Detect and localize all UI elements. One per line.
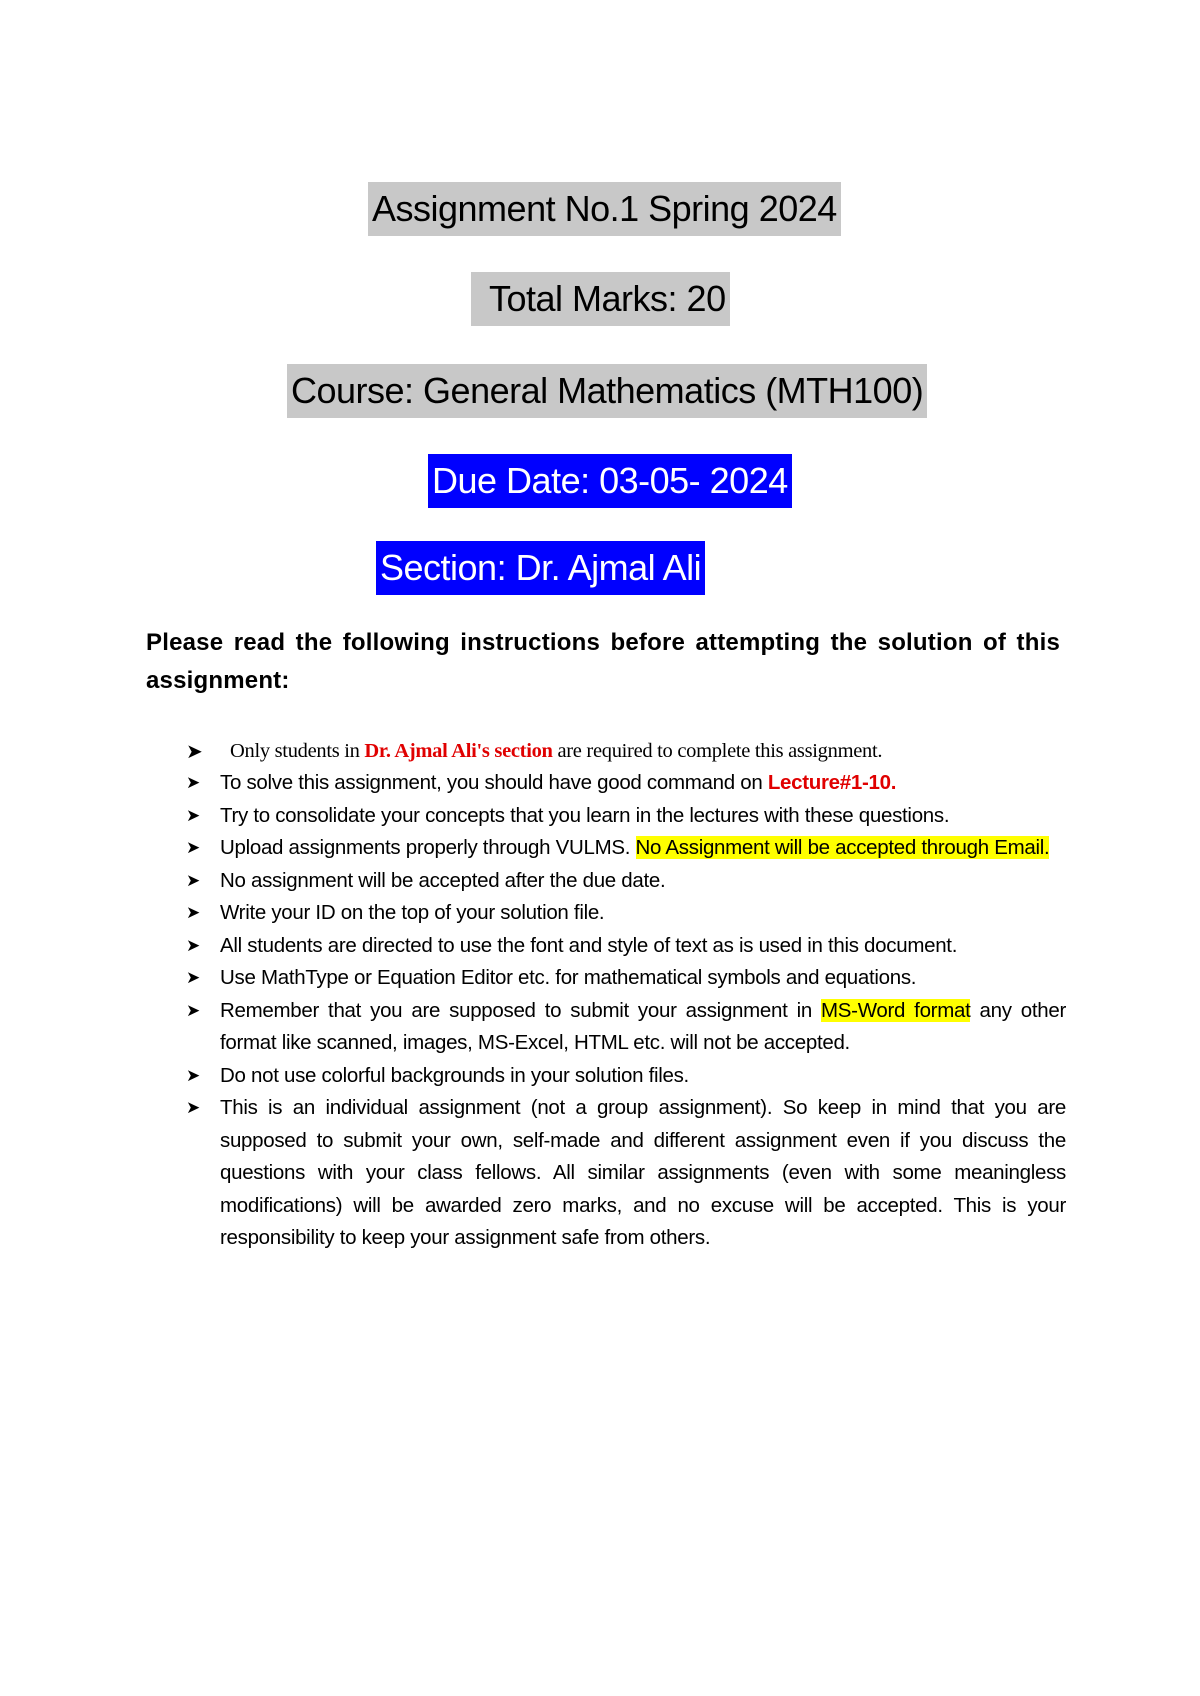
arrow-bullet-icon: ➤ — [186, 838, 200, 858]
arrow-bullet-icon: ➤ — [186, 805, 200, 826]
instruction-highlight: No Assignment will be accepted through Email. — [635, 836, 1050, 859]
list-item — [186, 1060, 1066, 1093]
instruction-text: To solve this assignment, you should have good command on — [220, 771, 768, 794]
section-name: Section: Dr. Ajmal Ali — [376, 541, 705, 595]
instruction-text: Do not use colorful backgrounds in your solution files. — [220, 1063, 689, 1087]
instruction-text: All students are directed to use the font and style of text as is used in this document. — [220, 933, 958, 957]
total-marks: Total Marks: 20 — [471, 272, 730, 326]
instruction-red-text: Dr. Ajmal Ali's section — [364, 740, 553, 762]
instruction-red-text: Lecture#1-10. — [767, 771, 897, 794]
course-title: Course: General Mathematics (MTH100) — [287, 364, 927, 418]
instruction-highlight: MS-Word format — [821, 998, 971, 1022]
instruction-text: Remember that you are supposed to submit your assignment in — [220, 998, 822, 1022]
due-date: Due Date: 03-05- 2024 — [428, 454, 792, 508]
list-item — [186, 962, 1066, 995]
list-item — [186, 767, 1066, 800]
arrow-bullet-icon: ➤ — [186, 935, 200, 956]
arrow-bullet-icon: ➤ — [186, 968, 200, 988]
list-item — [186, 995, 1066, 1060]
list-item — [186, 832, 1066, 865]
list-item — [186, 800, 1066, 833]
list-item — [186, 1092, 1066, 1255]
instruction-text: are required to complete this assignment. — [552, 740, 883, 762]
list-item — [186, 930, 1066, 963]
instruction-text: any other format like scanned, images, MS-Excel, HTML etc. will not be accepted. — [220, 998, 1066, 1054]
instructions-list — [186, 735, 1066, 1255]
instruction-text: This is an individual assignment (not a group assignment). So keep in mind that you are supposed to submit your own, self-made and different assignment even if you discuss the questions with your class fellows. All similar assignments (even with some meaningless modifications) will be awarded zero marks, and no excuse will be accepted. This is your responsibility to keep your assignment safe from others. — [220, 1096, 1066, 1249]
list-item — [186, 897, 1066, 930]
instructions-intro: Please read the following instructions before attempting the solution of this assignment: — [146, 629, 1060, 694]
instruction-text: Write your ID on the top of your solution file. — [220, 901, 605, 924]
arrow-bullet-icon: ➤ — [186, 1065, 200, 1086]
list-item — [186, 735, 1066, 767]
arrow-bullet-icon: ➤ — [186, 870, 200, 891]
instruction-text: No assignment will be accepted after the due date. — [220, 868, 666, 892]
instruction-text: Use MathType or Equation Editor etc. for mathematical symbols and equations. — [220, 966, 917, 989]
assignment-title: Assignment No.1 Spring 2024 — [368, 182, 841, 236]
arrow-bullet-icon: ➤ — [186, 773, 200, 793]
arrow-bullet-icon: ➤ — [186, 739, 203, 763]
arrow-bullet-icon: ➤ — [186, 903, 200, 923]
list-item — [186, 865, 1066, 898]
instruction-text: Try to consolidate your concepts that you learn in the lectures with these questions. — [220, 803, 950, 827]
arrow-bullet-icon: ➤ — [186, 1098, 200, 1118]
instruction-text: Only students in — [230, 740, 365, 762]
instruction-text: Upload assignments properly through VULMS. — [220, 836, 636, 859]
arrow-bullet-icon: ➤ — [186, 1000, 200, 1021]
